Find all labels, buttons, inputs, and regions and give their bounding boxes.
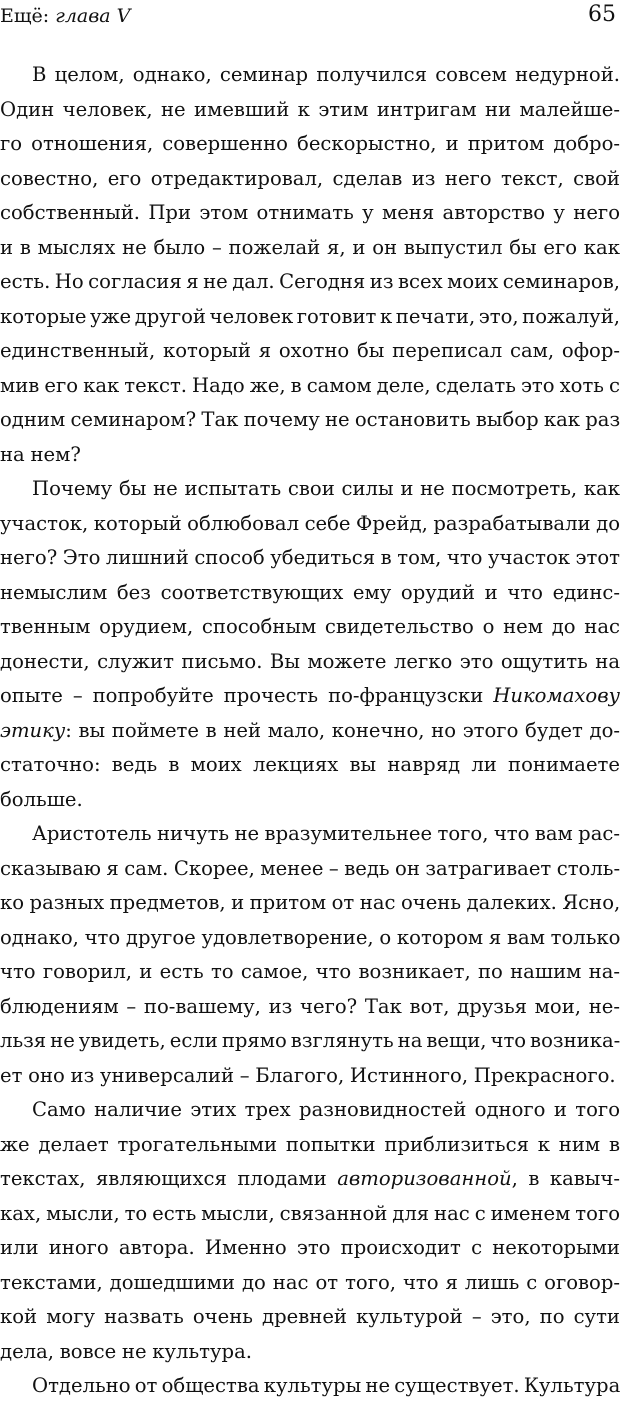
- text-line: блюдениям – по-вашему, из чего? Так вот, друзья мои, не-: [0, 994, 620, 1018]
- paragraph-4: [0, 1093, 620, 1369]
- text-line: него? Это лишний способ убедиться в том, что участок этот: [0, 546, 620, 569]
- text-line: донести, служит письмо. Вы можете легко это ощутить на: [0, 649, 620, 673]
- paragraph-1: [0, 58, 620, 472]
- running-head-chapter: глава V: [55, 5, 131, 27]
- text-segment: : вы поймете в ней мало, конечно, но этого будет до-: [65, 718, 620, 742]
- page-number: 65: [588, 2, 616, 27]
- body-text: [0, 58, 620, 1404]
- text-line: льзя не увидеть, если прямо взглянуть на вещи, что возника-: [0, 1029, 620, 1052]
- text-line: есть. Но согласия я не дал. Сегодня из всех моих семинаров,: [0, 270, 620, 293]
- text-segment: , в кавыч-: [511, 1167, 620, 1190]
- text-line: что говорил, и есть то самое, что возникает, по нашим на-: [0, 960, 620, 983]
- text-line: немыслим без соответствующих ему орудий и что единс-: [0, 580, 620, 604]
- text-line: которые уже другой человек готовит к печати, это, пожалуй,: [0, 304, 620, 328]
- text-line: ет оно из универсалий – Благого, Истинного, Прекрасного.: [0, 1063, 616, 1087]
- text-line: твенным орудием, способным свидетельство о нем до нас: [0, 615, 620, 638]
- text-line: на нем?: [0, 442, 81, 466]
- text-line: го отношения, совершенно бескорыстно, и притом добро-: [0, 132, 620, 155]
- text-line: [0, 714, 620, 749]
- text-line: [0, 679, 620, 714]
- text-line: Аристотель ничуть не вразумительнее того, что вам рас-: [32, 822, 620, 845]
- book-title-italic: этику: [0, 718, 66, 742]
- text-line: однако, что другое удовлетворение, о котором я вам только: [0, 925, 620, 949]
- text-line: ко разных предметов, и притом от нас очень далеких. Ясно,: [0, 891, 620, 914]
- text-line: мив его как текст. Надо же, в самом деле, сделать это хоть с: [0, 373, 620, 397]
- text-line: сказываю я сам. Скорее, менее – ведь он затрагивает столь-: [0, 856, 620, 880]
- running-head: [0, 4, 130, 28]
- text-line: одним семинаром? Так почему не остановить выбор как раз: [0, 408, 620, 431]
- paragraph-2: [0, 472, 620, 817]
- text-line: текстами, дошедшими до нас от того, что я лишь с оговор-: [0, 1270, 620, 1294]
- running-head-prefix: Ещё:: [0, 5, 56, 27]
- text-line: статочно: ведь в моих лекциях вы навряд ли понимаете: [0, 753, 620, 776]
- text-line: участок, который облюбовал себе Фрейд, разрабатывали до: [0, 511, 620, 535]
- text-line: или иного автора. Именно это происходит с некоторыми: [0, 1236, 620, 1259]
- book-title-italic: Никомахову: [493, 684, 620, 707]
- text-line: ках, мысли, то есть мысли, связанной для нас с именем того: [0, 1201, 620, 1225]
- paragraph-3: [0, 817, 620, 1093]
- text-line: В целом, однако, семинар получился совсем недурной.: [32, 63, 620, 86]
- text-segment: опыте – попробуйте прочесть по-французски: [0, 684, 494, 707]
- text-line: дела, вовсе не культура.: [0, 1339, 252, 1363]
- text-line: Отдельно от общества культуры не существует. Культура: [32, 1374, 620, 1397]
- text-line: Само наличие этих трех разновидностей одного и того: [32, 1098, 620, 1121]
- text-line: кой могу назвать очень древней культурой – это, по сути: [0, 1305, 620, 1328]
- text-line: единственный, который я охотно бы переписал сам, офор-: [0, 339, 620, 362]
- text-line: и в мыслях не было – пожелай я, и он выпустил бы его как: [0, 235, 620, 259]
- text-line: Один человек, не имевший к этим интригам ни малейше-: [0, 97, 620, 121]
- text-line: [0, 1162, 620, 1197]
- text-line: Почему бы не испытать свои силы и не посмотреть, как: [32, 477, 620, 500]
- text-segment: текстах, являющихся плодами: [0, 1167, 338, 1190]
- text-line: совестно, его отредактировал, сделав из него текст, свой: [0, 166, 620, 190]
- text-line: же делает трогательными попытки приблизиться к ним в: [0, 1132, 620, 1156]
- italic-term: авторизованной: [337, 1167, 512, 1190]
- paragraph-5: [0, 1369, 620, 1404]
- text-line: собственный. При этом отнимать у меня авторство у него: [0, 201, 620, 224]
- text-line: больше.: [0, 787, 83, 811]
